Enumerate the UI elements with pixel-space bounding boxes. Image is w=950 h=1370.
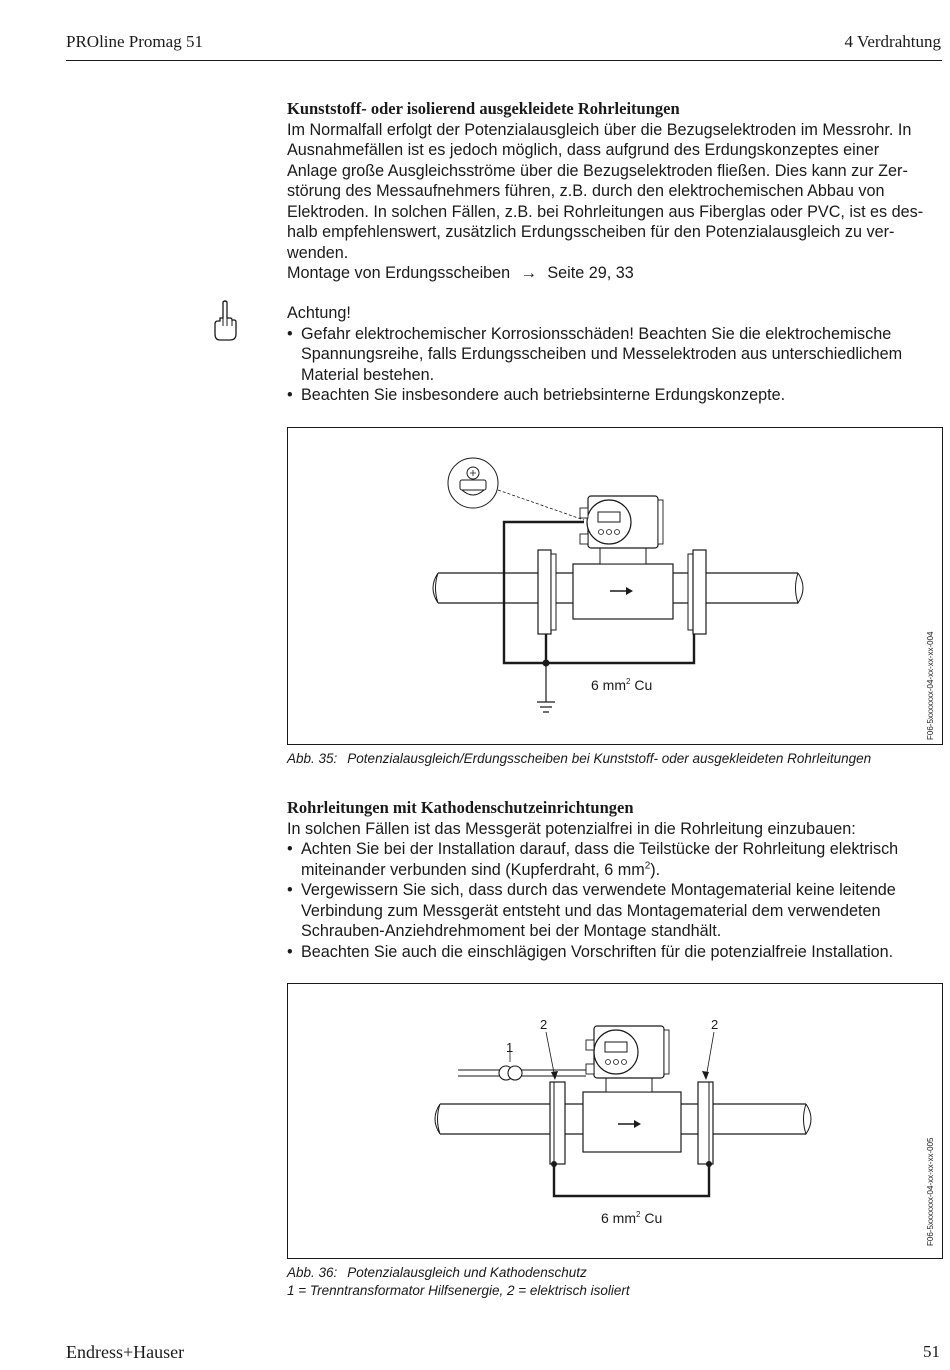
header-chapter: 4 Verdrahtung	[844, 32, 941, 51]
paragraph-line: Anlage große Ausgleichsströme über die Bezugselektroden fließen. Dies kann zur Zer-	[287, 161, 908, 180]
list-item-line: • Achten Sie bei der Installation darauf, dass die Teilstücke der Rohrleitung elektrisch	[301, 840, 899, 858]
caption-number: Abb. 36:	[287, 1265, 338, 1280]
section-plastic-pipes	[287, 99, 947, 284]
figure-36	[287, 983, 943, 1259]
list-item	[287, 385, 947, 406]
list-item-line: • Beachten Sie insbesondere auch betriebsinterne Erdungskonzepte.	[301, 386, 786, 404]
list-item-line: Spannungsreihe, falls Erdungsscheiben und Messelektroden aus unterschiedlichem	[301, 345, 903, 363]
list-item	[287, 942, 947, 963]
paragraph-line: Elektroden. In solchen Fällen, z.B. bei Rohrleitungen aus Fiberglas oder PVC, ist es des-	[287, 202, 924, 221]
figure-code: F06-5xxxxxxx-04-xx-xx-xx-005	[926, 1137, 935, 1246]
label-1: 1	[506, 1040, 514, 1055]
label-2-right: 2	[711, 1017, 719, 1032]
header-rule	[66, 60, 942, 61]
section-cathodic-protection	[287, 798, 947, 962]
footer-brand: Endress+Hauser	[66, 1342, 185, 1362]
caption-legend: 1 = Trenntransformator Hilfsenergie, 2 = elektrisch isoliert	[287, 1283, 630, 1298]
page-number: 51	[923, 1342, 940, 1361]
figure-code: F06-5xxxxxxx-04-xx-xx-xx-004	[926, 631, 935, 740]
warning-block	[287, 303, 947, 406]
cathodic-protection-diagram	[288, 984, 942, 1258]
cross-reference[interactable]	[287, 263, 947, 284]
warning-title: Achtung!	[287, 304, 351, 322]
list-item-line: • Gefahr elektrochemischer Korrosionsschäden! Beachten Sie die elektrochemische	[301, 324, 892, 343]
list-item-line: Verbindung zum Messgerät entsteht und das Montagematerial dem verwendeten	[301, 901, 881, 920]
montage-label: Montage von Erdungsscheiben	[287, 264, 511, 282]
list-item	[287, 324, 947, 386]
figure-36-caption	[287, 1264, 630, 1300]
paragraph-line: In solchen Fällen ist das Messgerät potenzialfrei in die Rohrleitung einzubauen:	[287, 819, 856, 838]
list-item-line: Schrauben-Anziehdrehmoment bei der Montage standhält.	[301, 922, 722, 940]
label-2-left: 2	[540, 1017, 548, 1032]
list-item-line: Material bestehen.	[301, 365, 435, 384]
section-heading: Rohrleitungen mit Kathodenschutzeinrichtungen	[287, 798, 634, 817]
list-item	[287, 839, 947, 880]
caption-text: Potenzialausgleich und Kathodenschutz	[347, 1265, 587, 1280]
list-item-line: miteinander verbunden sind (Kupferdraht, 6 $mm^2$).	[301, 860, 661, 879]
warning-list	[287, 324, 947, 406]
paragraph-line: halb empfehlenswert, zusätzlich Erdungsscheiben für den Potenzialausgleich zu ver-	[287, 223, 895, 241]
section-heading: Kunststoff- oder isolierend ausgekleidete Rohrleitungen	[287, 99, 680, 118]
caption-number: Abb. 35:	[287, 751, 338, 766]
page-reference: Seite 29, 33	[547, 264, 634, 282]
grounding-disc-diagram	[288, 428, 942, 744]
arrow-right-icon: →	[520, 264, 537, 282]
caption-text: Potenzialausgleich/Erdungsscheiben bei Kunststoff- oder ausgekleideten Rohrleitungen	[347, 751, 872, 766]
cathodic-list	[287, 839, 947, 962]
paragraph-line: wenden.	[287, 243, 349, 262]
list-item-line: • Vergewissern Sie sich, dass durch das verwendete Montagematerial keine leitende	[301, 881, 896, 899]
wire-label: 6 $mm^2$ Cu	[601, 1210, 663, 1226]
list-item-line: • Beachten Sie auch die einschlägigen Vorschriften für die potenzialfreie Installation.	[301, 942, 894, 961]
paragraph-line: Im Normalfall erfolgt der Potenzialausgleich über die Bezugselektroden im Messrohr. In	[287, 120, 912, 139]
figure-35	[287, 427, 943, 745]
wire-label: 6 $mm^2$ Cu	[591, 677, 653, 693]
pointing-hand-icon	[212, 300, 238, 342]
paragraph-line: störung des Messaufnehmers führen, z.B. durch den elektrochemischen Abbau von	[287, 182, 885, 200]
paragraph-line: Ausnahmefällen ist es jedoch möglich, dass aufgrund des Erdungskonzeptes einer	[287, 141, 880, 159]
figure-35-caption	[287, 750, 871, 768]
header-document-title: PROline Promag 51	[66, 32, 203, 51]
list-item	[287, 880, 947, 942]
